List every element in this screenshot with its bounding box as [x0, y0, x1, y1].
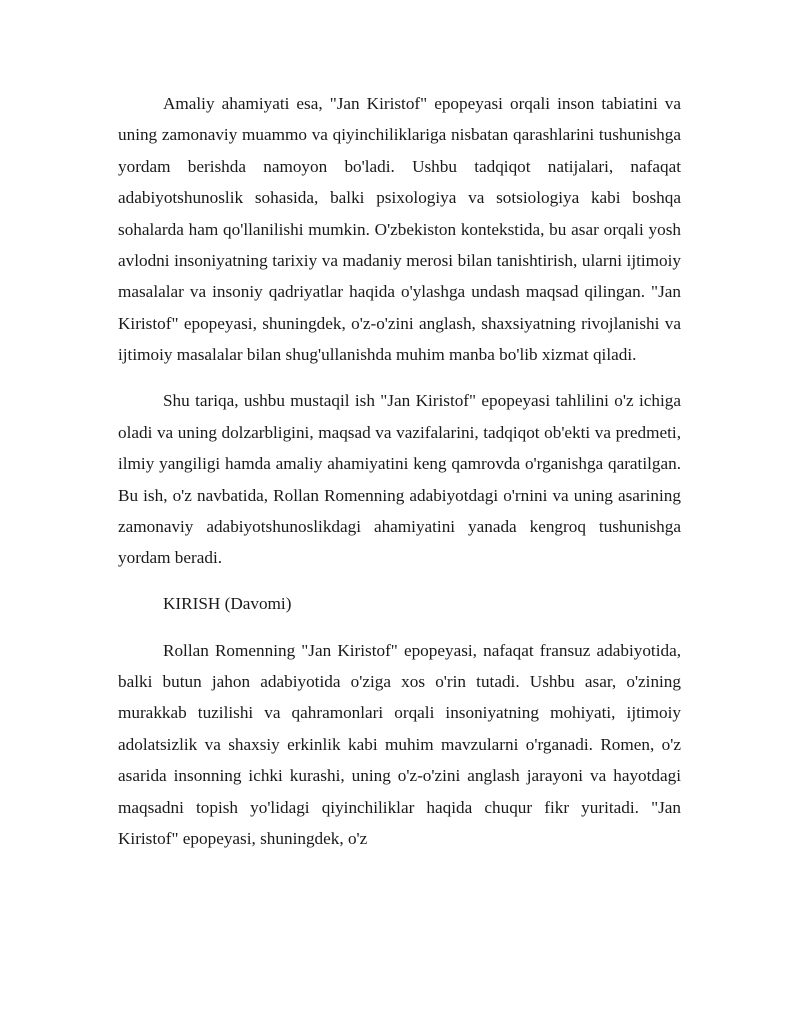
paragraph-practical-significance: Amaliy ahamiyati esa, "Jan Kiristof" epopeyasi orqali inson tabiatini va uning zamonaviy muammo va qiyinchiliklariga nisbatan qarashlarini tushunishga yordam berishda namoyon bo'ladi. Ushbu tadqiqot natijalari, nafaqat adabiyotshunoslik sohasida, balki psixologiya va sotsiologiya kabi boshqa sohalarda ham qo'llanilishi mumkin. O'zbekiston kontekstida, bu asar orqali yosh avlodni insoniyatning tarixiy va madaniy merosi bilan tanishtirish, ularni ijtimoiy masalalar va insoniy qadriyatlar haqida o'ylashga undash maqsad qilingan. "Jan Kiristof" epopeyasi, shuningdek, o'z-o'zini anglash, shaxsiyatning rivojlanishi va ijtimoiy masalalar bilan shug'ullanishda muhim manba bo'lib xizmat qiladi.	[118, 94, 681, 365]
paragraph-summary: Shu tariqa, ushbu mustaqil ish "Jan Kiristof" epopeyasi tahlilini o'z ichiga oladi va uning dolzarbligini, maqsad va vazifalarini, tadqiqot ob'ekti va predmeti, ilmiy yangiligi hamda amaliy ahamiyatini keng qamrovda o'rganishga qaratilgan. Bu ish, o'z navbatida, Rollan Romenning adabiyotdagi o'rnini va uning asarining zamonaviy adabiyotshunoslikdagi ahamiyatini yanada kengroq tushunishga yordam beradi.	[118, 391, 681, 568]
document-body	[118, 88, 681, 854]
section-heading: KIRISH (Davomi)	[163, 594, 292, 614]
paragraph-introduction: Rollan Romenning "Jan Kiristof" epopeyasi, nafaqat fransuz adabiyotida, balki butun jahon adabiyotida o'ziga xos o'rin tutadi. Ushbu asar, o'zining murakkab tuzilishi va qahramonlari orqali insoniyatning mohiyati, ijtimoiy adolatsizlik va shaxsiy erkinlik kabi muhim mavzularni o'rganadi. Romen, o'z asarida insonning ichki kurashi, uning o'z-o'zini anglash jarayoni va hayotdagi maqsadni topish yo'lidagi qiyinchiliklar haqida chuqur fikr yuritadi. "Jan Kiristof" epopeyasi, shuningdek, o'z	[118, 640, 681, 848]
